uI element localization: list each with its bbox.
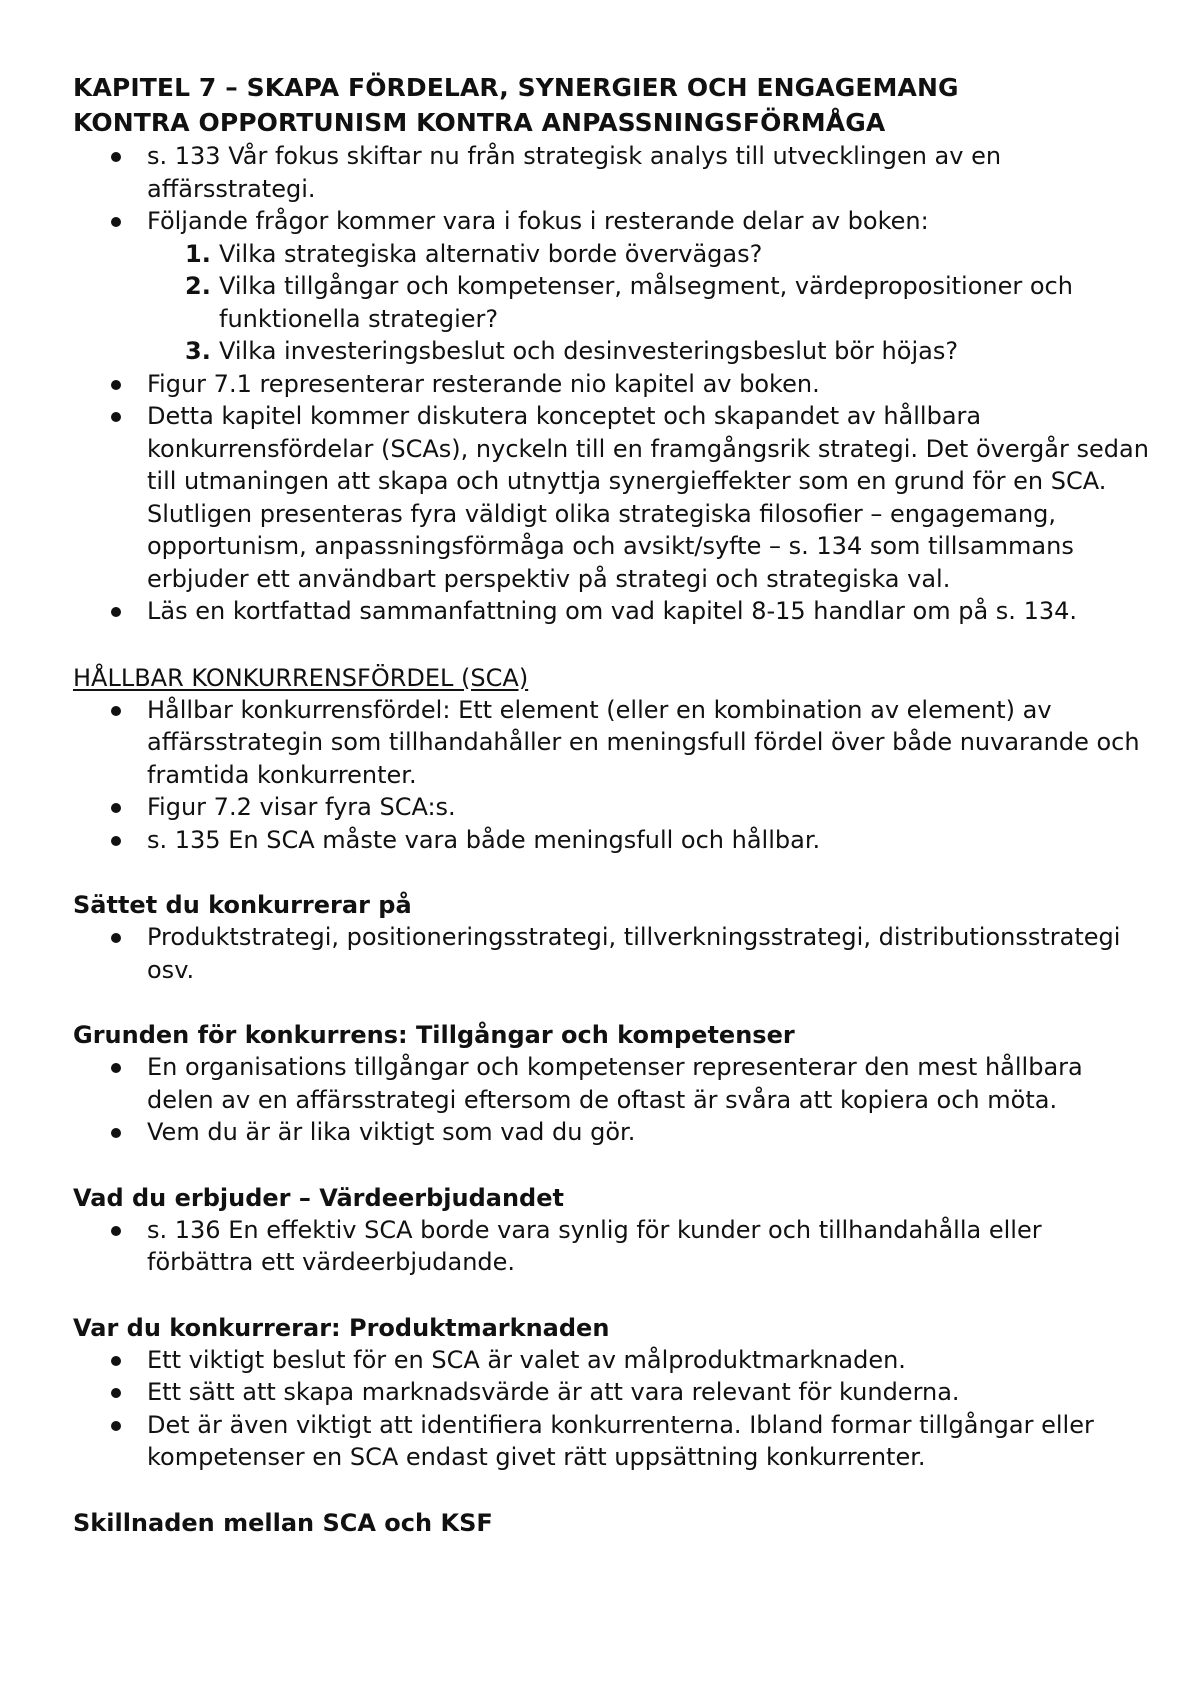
chapter-title-line-2: KONTRA OPPORTUNISM KONTRA ANPASSNINGSFÖRMÅGA [73, 108, 886, 137]
difference-heading: Skillnaden mellan SCA och KSF [73, 1508, 493, 1537]
bullet-icon [111, 217, 121, 227]
list-item-text: Figur 7.2 visar fyra SCA:s. [147, 793, 456, 821]
numbered-item [73, 335, 1153, 368]
list-item-text: Vem du är är lika viktigt som vad du gör. [147, 1118, 636, 1146]
list-item-text: s. 135 En SCA måste vara både meningsfull och hållbar. [147, 825, 821, 854]
list-item [73, 921, 1153, 986]
list-item-text: Produktstrategi, positioneringsstrategi, tillverkningsstrategi, distributionsstrategi osv. [147, 923, 1121, 984]
list-item-text: Det är även viktigt att identifiera konkurrenterna. Ibland formar tillgångar eller kompetenser en SCA endast givet rätt uppsättning konkurrenter. [147, 1410, 1094, 1471]
bullet-icon [111, 933, 121, 943]
list-item [73, 791, 1153, 824]
list-item [73, 1116, 1153, 1149]
list-item-text: En organisations tillgångar och kompetenser representerar den mest hållbara delen av en affärsstrategi eftersom de oftast är svåra att kopiera och möta. [147, 1053, 1083, 1114]
list-item [73, 1344, 1153, 1377]
basis-heading: Grunden för konkurrens: Tillgångar och kompetenser [73, 1021, 795, 1049]
item-number: 3. [185, 337, 211, 365]
bullet-icon [111, 836, 121, 846]
bullet-icon [111, 1388, 121, 1398]
list-item [73, 140, 1153, 205]
bullet-icon [111, 380, 121, 390]
bullet-icon [111, 1421, 121, 1431]
list-item-text: s. 133 Vår fokus skiftar nu från strategisk analys till utvecklingen av en affärsstrategi. [147, 142, 1002, 203]
numbered-item [73, 270, 1153, 335]
bullet-icon [111, 412, 121, 422]
numbered-item-text: Vilka investeringsbeslut och desinvesteringsbeslut bör höjas? [219, 337, 959, 365]
list-item [73, 595, 1153, 628]
list-item [73, 694, 1153, 792]
list-item-text: Detta kapitel kommer diskutera konceptet och skapandet av hållbara konkurrensfördelar (SCAs), nyckeln till en framgångsrik strategi. Det övergår sedan till utmaningen att skapa och utnyttja synergieffekter som en grund för en SCA. Slutligen presenteras fyra väldigt olika strategiska filosofier – engagemang, opportunism, anpassningsförmåga och avsikt/syfte – s. 134 som tillsammans erbjuder ett användbart perspektiv på strategi och strategiska val. [147, 402, 1149, 593]
list-item-text: Läs en kortfattad sammanfattning om vad kapitel 8-15 handlar om på s. 134. [147, 597, 1077, 625]
list-item-text: Ett viktigt beslut för en SCA är valet av målproduktmarknaden. [147, 1345, 906, 1374]
numbered-item-text: Vilka strategiska alternativ borde övervägas? [219, 239, 763, 268]
list-item [73, 400, 1153, 595]
bullet-icon [111, 152, 121, 162]
item-number: 2. [185, 272, 211, 300]
list-item [73, 1409, 1153, 1474]
item-number: 1. [185, 239, 211, 268]
chapter-title-line-1: KAPITEL 7 – SKAPA FÖRDELAR, SYNERGIER OCH ENGAGEMANG [73, 73, 959, 102]
offer-list [73, 1214, 1153, 1279]
bullet-icon [111, 1128, 121, 1138]
list-item [73, 1051, 1153, 1116]
list-item-text: Ett sätt att skapa marknadsvärde är att vara relevant för kunderna. [147, 1378, 960, 1406]
market-list [73, 1344, 1153, 1474]
compete-list [73, 921, 1153, 986]
sca-list [73, 694, 1153, 857]
list-item [73, 824, 1153, 857]
list-item-text: Figur 7.1 representerar resterande nio kapitel av boken. [147, 369, 820, 398]
list-item [73, 1376, 1153, 1409]
numbered-item-text: Vilka tillgångar och kompetenser, målsegment, värdepropositioner och funktionella strategier? [219, 272, 1073, 333]
bullet-icon [111, 1356, 121, 1366]
bullet-icon [111, 607, 121, 617]
chapter-title [73, 70, 1153, 140]
intro-list [73, 140, 1153, 238]
list-item-text: Följande frågor kommer vara i fokus i resterande delar av boken: [147, 207, 929, 235]
basis-list [73, 1051, 1153, 1149]
list-item [73, 205, 1153, 238]
document-body [73, 70, 1153, 1539]
list-item-text: s. 136 En effektiv SCA borde vara synlig för kunder och tillhandahålla eller förbättra ett värdeerbjudande. [147, 1215, 1042, 1276]
offer-heading: Vad du erbjuder – Värdeerbjudandet [73, 1183, 564, 1212]
bullet-icon [111, 803, 121, 813]
market-heading: Var du konkurrerar: Produktmarknaden [73, 1313, 610, 1342]
bullet-icon [111, 1063, 121, 1073]
intro-list-continued [73, 368, 1153, 628]
list-item-text: Hållbar konkurrensfördel: Ett element (eller en kombination av element) av affärsstrategin som tillhandahåller en meningsfull fördel över både nuvarande och framtida konkurrenter. [147, 695, 1140, 789]
numbered-item [73, 238, 1153, 271]
bullet-icon [111, 1226, 121, 1236]
questions-list [73, 238, 1153, 368]
sca-heading: HÅLLBAR KONKURRENSFÖRDEL (SCA) [73, 663, 529, 692]
list-item [73, 1214, 1153, 1279]
bullet-icon [111, 706, 121, 716]
list-item [73, 368, 1153, 401]
compete-heading: Sättet du konkurrerar på [73, 891, 412, 919]
